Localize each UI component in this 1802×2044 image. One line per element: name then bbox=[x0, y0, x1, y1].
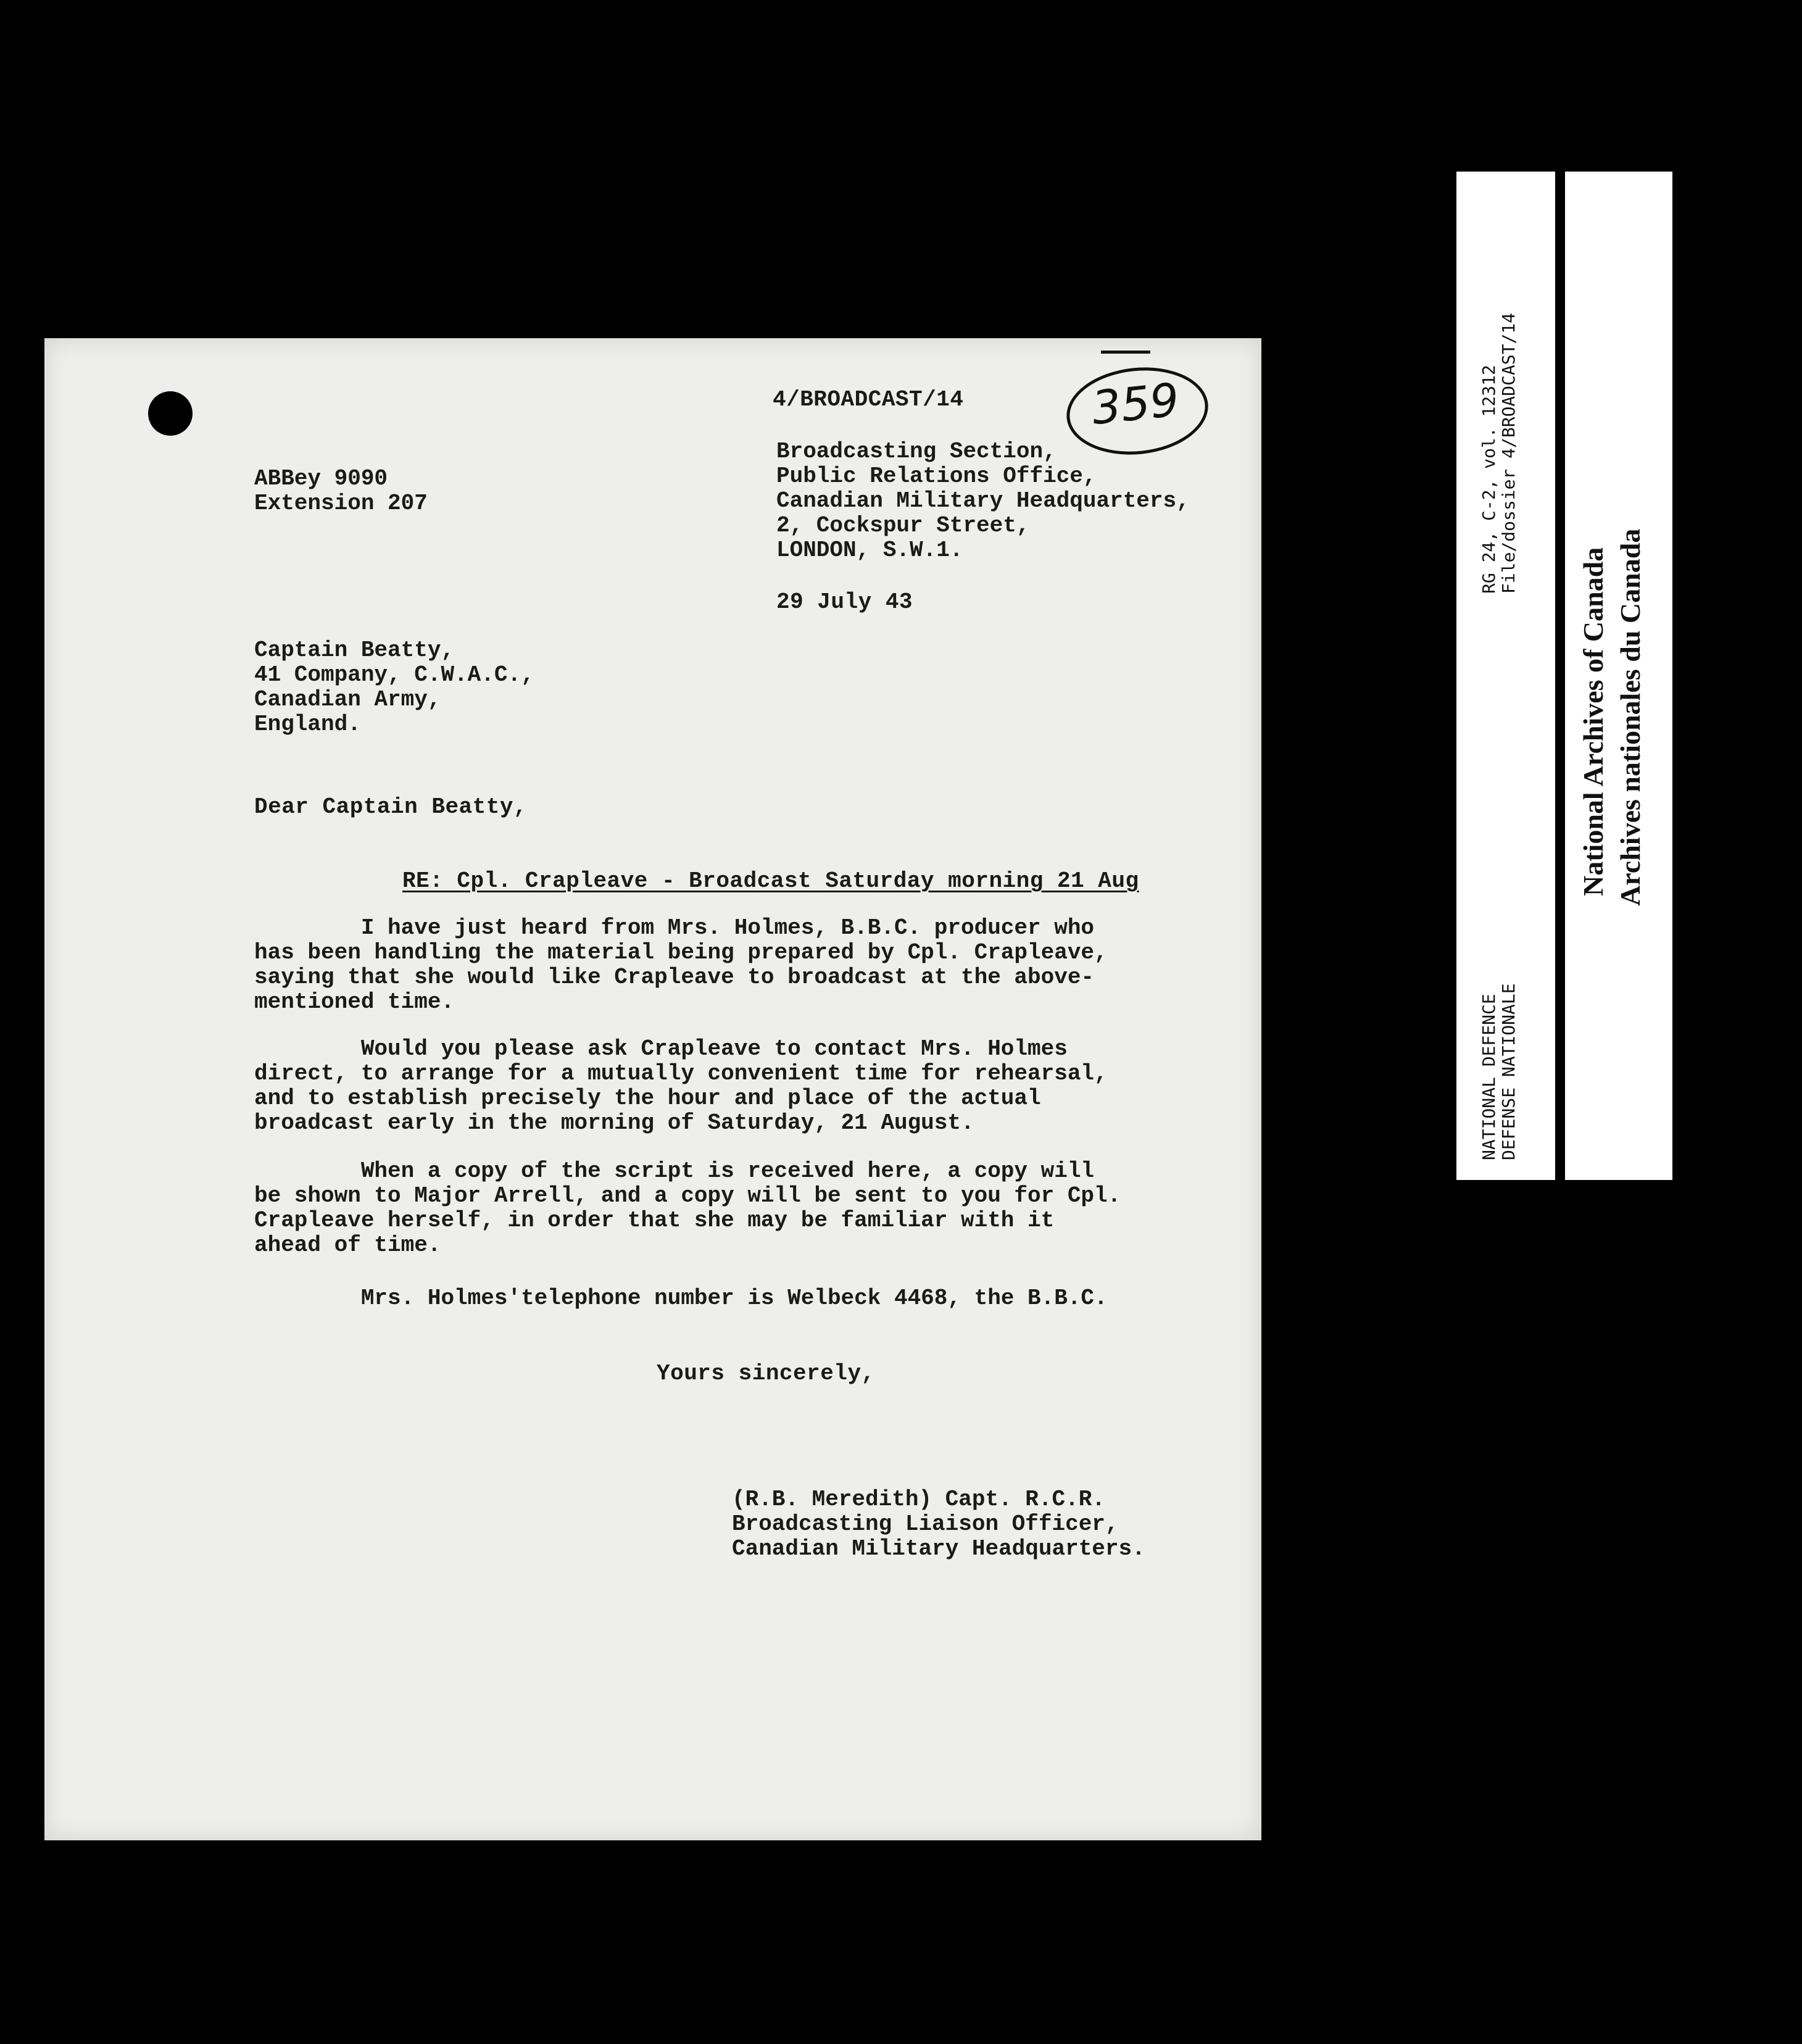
paragraph-line: be shown to Major Arrell, and a copy will be sent to you for Cpl. bbox=[254, 1183, 1121, 1208]
signature-line: (R.B. Meredith) Capt. R.C.R. bbox=[732, 1487, 1105, 1512]
archives-name-fr: Archives nationales du Canada bbox=[1614, 528, 1646, 906]
paragraph-line: direct, to arrange for a mutually convenient time for rehearsal, bbox=[254, 1061, 1108, 1086]
address-line: Broadcasting Section, bbox=[776, 439, 1057, 464]
recipient-line: Captain Beatty, bbox=[254, 638, 455, 663]
paragraph-line: Would you please ask Crapleave to contact Mrs. Holmes bbox=[254, 1036, 1068, 1061]
folio-number: 359 bbox=[1089, 373, 1182, 436]
paragraph-line: broadcast early in the morning of Saturday, 21 August. bbox=[254, 1110, 974, 1136]
paragraph-line: has been handling the material being prepared by Cpl. Crapleave, bbox=[254, 940, 1108, 965]
salutation: Dear Captain Beatty, bbox=[254, 794, 528, 820]
signature-line: Broadcasting Liaison Officer, bbox=[732, 1511, 1119, 1537]
dept-label-en: NATIONAL DEFENCE bbox=[1479, 994, 1499, 1160]
paragraph-line: ahead of time. bbox=[254, 1232, 441, 1258]
address-line: Canadian Military Headquarters, bbox=[776, 488, 1190, 513]
archives-name-en: National Archives of Canada bbox=[1577, 547, 1609, 896]
paragraph-line: I have just heard from Mrs. Holmes, B.B.C. producer who bbox=[254, 915, 1095, 941]
address-line: 2, Cockspur Street, bbox=[776, 513, 1030, 538]
dept-label-fr: DEFENSE NATIONALE bbox=[1498, 983, 1519, 1160]
paragraph-line: mentioned time. bbox=[254, 989, 455, 1015]
phone-extension: Extension 207 bbox=[254, 491, 428, 516]
signature-line: Canadian Military Headquarters. bbox=[732, 1536, 1145, 1561]
folio-dash bbox=[1101, 351, 1150, 354]
ref-line-1: RG 24, C-2, vol. 12312 bbox=[1479, 365, 1499, 594]
recipient-line: 41 Company, C.W.A.C., bbox=[254, 662, 534, 688]
subject-line: RE: Cpl. Crapleave - Broadcast Saturday morning 21 Aug bbox=[402, 868, 1139, 894]
recipient-line: Canadian Army, bbox=[254, 687, 441, 712]
closing: Yours sincerely, bbox=[657, 1361, 875, 1386]
phone-block bbox=[254, 467, 428, 516]
paragraph-line: Mrs. Holmes'telephone number is Welbeck 4468, the B.B.C. bbox=[254, 1286, 1108, 1311]
signature-block bbox=[732, 1487, 1145, 1561]
paragraph bbox=[254, 1286, 1108, 1311]
ref-line-2: File/dossier 4/BROADCAST/14 bbox=[1498, 312, 1519, 594]
paragraph bbox=[254, 1159, 1121, 1258]
paragraph-line: saying that she would like Crapleave to broadcast at the above- bbox=[254, 965, 1095, 990]
paragraph-line: When a copy of the script is received here, a copy will bbox=[254, 1158, 1095, 1184]
sender-address bbox=[776, 439, 1190, 563]
punch-hole bbox=[148, 391, 193, 436]
paragraph-line: Crapleave herself, in order that she may be familiar with it bbox=[254, 1208, 1055, 1233]
phone-line: ABBey 9090 bbox=[254, 466, 388, 491]
letter-date: 29 July 43 bbox=[776, 589, 913, 615]
recipient-address bbox=[254, 638, 534, 737]
paragraph-line: and to establish precisely the hour and place of the actual bbox=[254, 1086, 1041, 1111]
address-line: LONDON, S.W.1. bbox=[776, 538, 963, 563]
address-line: Public Relations Office, bbox=[776, 463, 1097, 489]
paragraph bbox=[254, 1037, 1108, 1136]
paragraph bbox=[254, 916, 1108, 1015]
file-reference: 4/BROADCAST/14 bbox=[773, 387, 964, 412]
recipient-line: England. bbox=[254, 712, 361, 737]
label-divider bbox=[1555, 172, 1565, 1180]
